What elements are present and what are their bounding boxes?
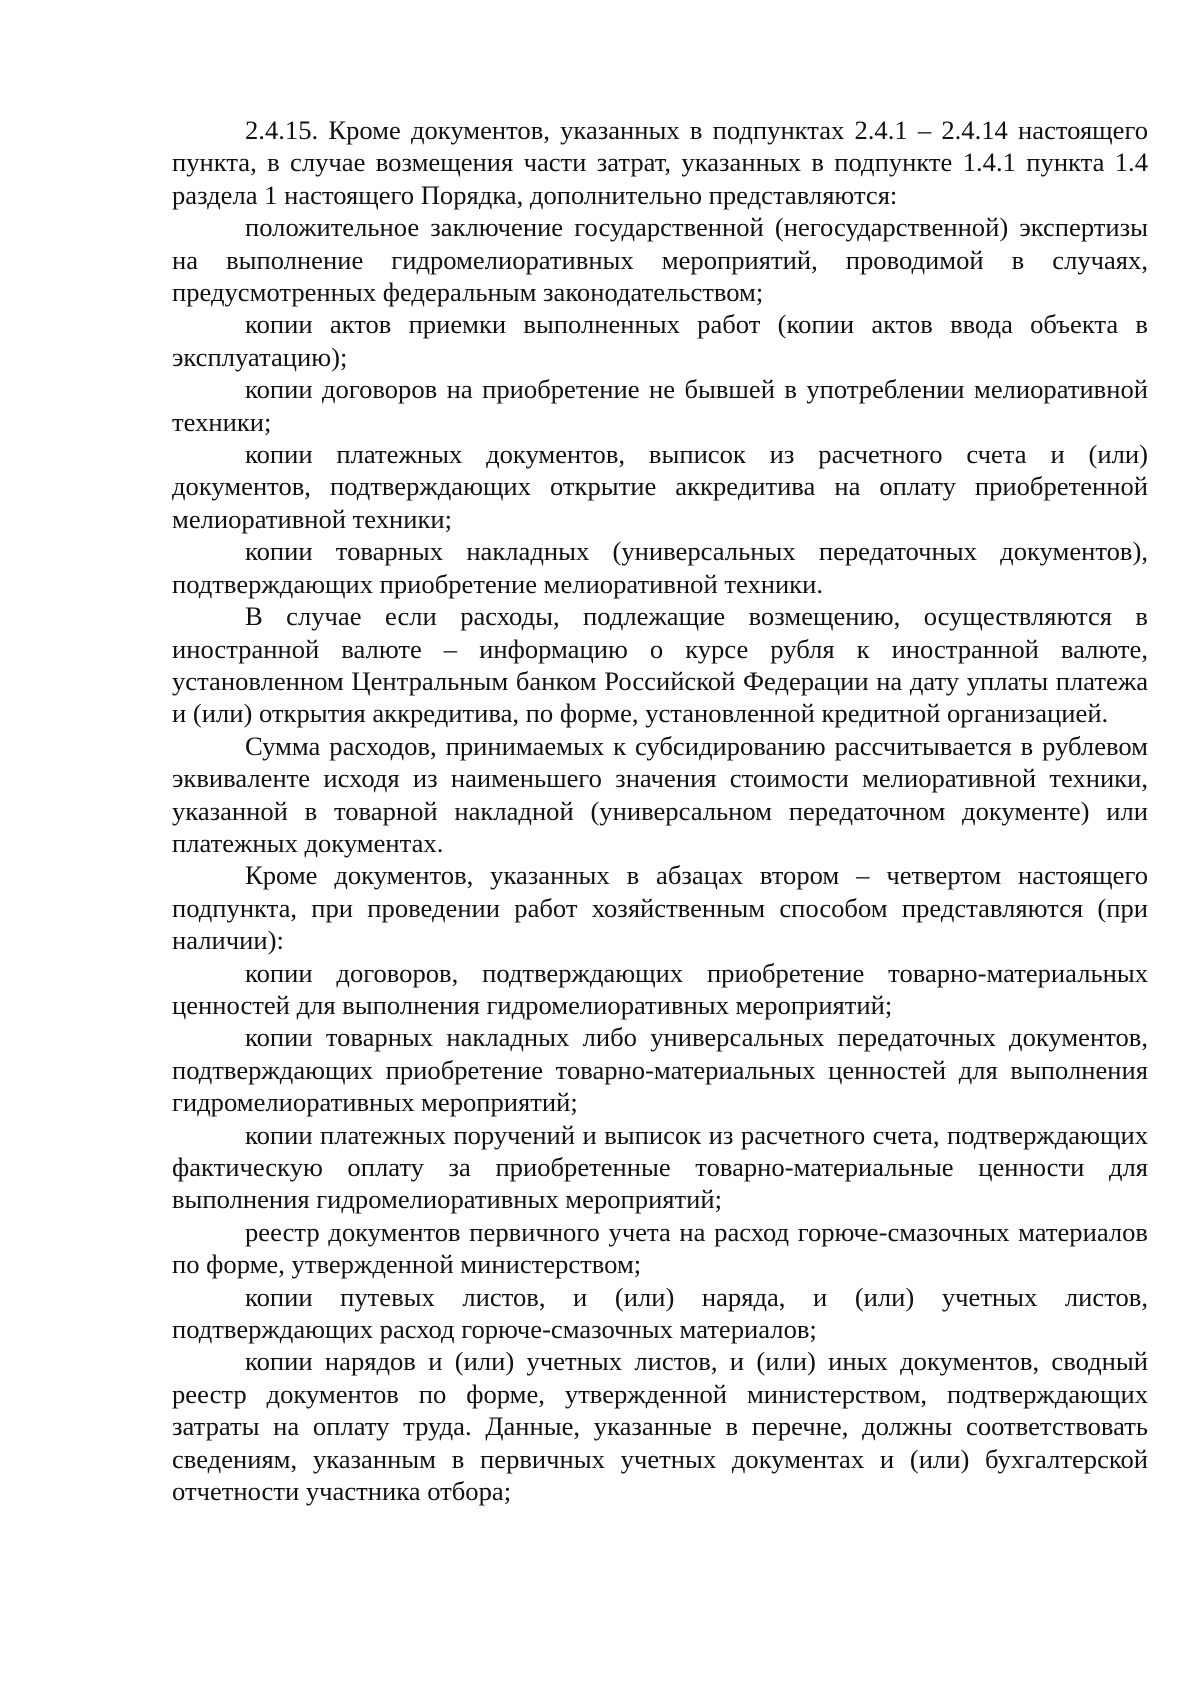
paragraph-expertise-conclusion: положительное заключение государственной (негосударственной) экспертизы на выполнение гидромелиоративных мероприятий, проводимой в случаях, предусмотренных федеральным законодательством; <box>172 212 1148 308</box>
paragraph-2-4-15-intro: 2.4.15. Кроме документов, указанных в подпунктах 2.4.1 – 2.4.14 настоящего пункта, в случае возмещения части затрат, указанных в подпункте 1.4.1 пункта 1.4 раздела 1 настоящего Порядка, дополнительно представляются: <box>172 115 1148 210</box>
document-page <box>172 114 1148 1507</box>
paragraph-material-contracts: копии договоров, подтверждающих приобретение товарно-материальных ценностей для выполнения гидромелиоративных мероприятий; <box>172 957 1148 1020</box>
paragraph-foreign-currency: В случае если расходы, подлежащие возмещению, осуществляются в иностранной валюте – информацию о курсе рубля к иностранной валюте, установленном Центральным банком Российской Федерации на дату уплаты платежа и (или) открытия аккредитива, по форме, установленной кредитной организацией. <box>172 601 1148 729</box>
paragraph-payment-documents: копии платежных документов, выписок из расчетного счета и (или) документов, подтверждающих открытие аккредитива на оплату приобретенной мелиоративной техники; <box>172 439 1148 534</box>
paragraph-fuel-register: реестр документов первичного учета на расход горюче-смазочных материалов по форме, утвержденной министерством; <box>172 1216 1148 1280</box>
paragraph-travel-sheets: копии путевых листов, и (или) наряда, и (или) учетных листов, подтверждающих расход горюче-смазочных материалов; <box>172 1281 1148 1345</box>
paragraph-economic-method: Кроме документов, указанных в абзацах втором – четвертом настоящего подпункта, при проведении работ хозяйственным способом представляются (при наличии): <box>172 860 1148 956</box>
paragraph-material-invoices: копии товарных накладных либо универсальных передаточных документов, подтверждающих приобретение товарно-материальных ценностей для выполнения гидромелиоративных мероприятий; <box>172 1022 1148 1118</box>
paragraph-expense-amount: Сумма расходов, принимаемых к субсидированию рассчитывается в рублевом эквиваленте исходя из наименьшего значения стоимости мелиоративной техники, указанной в товарной накладной (универсальном передаточном документе) или платежных документах. <box>172 730 1148 858</box>
paragraph-payment-orders: копии платежных поручений и выписок из расчетного счета, подтверждающих фактическую оплату за приобретенные товарно-материальные ценности для выполнения гидромелиоративных мероприятий; <box>172 1119 1148 1215</box>
paragraph-waybills: копии товарных накладных (универсальных передаточных документов), подтверждающих приобретение мелиоративной техники. <box>172 536 1148 599</box>
paragraph-acceptance-acts: копии актов приемки выполненных работ (копии актов ввода объекта в эксплуатацию); <box>172 309 1148 372</box>
paragraph-purchase-contracts: копии договоров на приобретение не бывшей в употреблении мелиоративной техники; <box>172 374 1148 437</box>
paragraph-labor-costs: копии нарядов и (или) учетных листов, и (или) иных документов, сводный реестр документов по форме, утвержденной министерством, подтверждающих затраты на оплату труда. Данные, указанные в перечне, должны соответствовать сведениям, указанным в первичных учетных документах и (или) бухгалтерской отчетности участника отбора; <box>172 1346 1148 1507</box>
